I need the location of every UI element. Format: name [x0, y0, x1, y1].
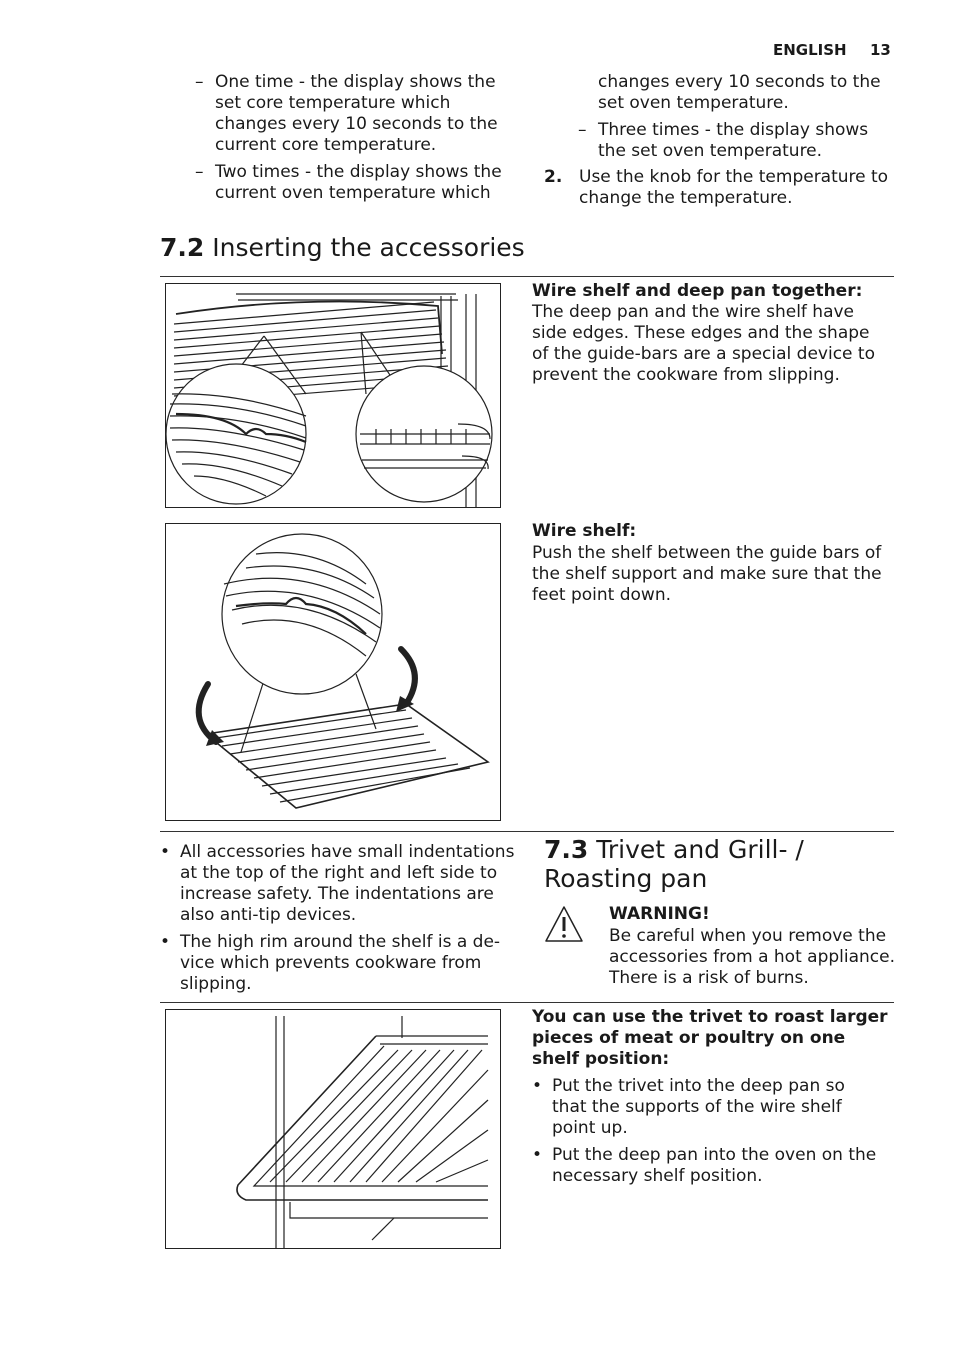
section-heading-7-3	[544, 835, 896, 893]
list-item-text: Put the trivet into the deep pan so that the supports of the wire shelf point up.	[552, 1076, 845, 1138]
divider	[160, 276, 894, 277]
section-number: 7.3	[544, 835, 589, 864]
warning-triangle-icon	[544, 905, 584, 943]
warning-heading: WARNING!	[609, 904, 710, 924]
step-text: Use the knob for the temperature to change the temperature.	[579, 167, 889, 208]
list-item-text: One time - the display shows the set core temperature which changes every 10 seconds to the current core temperature.	[215, 72, 498, 155]
section-number: 7.2	[160, 233, 205, 262]
bullet-marker: •	[160, 842, 171, 862]
header-language: ENGLISH	[773, 41, 847, 59]
figure-trivet-in-deep-pan	[165, 1009, 501, 1249]
page-number: 13	[870, 41, 891, 59]
list-item-text: The high rim around the shelf is a de-vice which prevents cookware from slipping.	[180, 932, 501, 994]
divider	[160, 831, 894, 832]
bullet-marker: •	[532, 1145, 543, 1165]
block1-text: The deep pan and the wire shelf have side edges. These edges and the shape of the guide-bars are a special device to prevent the cookware from slipping.	[532, 302, 875, 385]
section-title: Trivet and Grill- / Roasting pan	[544, 835, 804, 893]
warning-text: Be careful when you remove the accessories from a hot appliance. There is a risk of burns.	[609, 926, 895, 988]
list-item-text: Two times - the display shows the current oven temperature which	[215, 162, 502, 203]
block2-heading: Wire shelf:	[532, 521, 637, 541]
figure-wire-shelf-insertion	[165, 523, 501, 821]
list-item-continuation: changes every 10 seconds to the set oven temperature.	[598, 72, 881, 113]
section-title: Inserting the accessories	[212, 233, 525, 262]
dash-marker: –	[195, 162, 204, 182]
bullet-marker: •	[532, 1076, 543, 1096]
block2-text: Push the shelf between the guide bars of the shelf support and make sure that the feet point down.	[532, 543, 882, 605]
list-item-text: Three times - the display shows the set oven temperature.	[598, 120, 869, 161]
divider	[160, 1002, 894, 1003]
bullet-marker: •	[160, 932, 171, 952]
step-number: 2.	[544, 167, 563, 187]
dash-marker: –	[195, 72, 204, 92]
section-heading-7-2	[160, 233, 525, 262]
trivet-intro-heading: You can use the trivet to roast larger pieces of meat or poultry on one shelf position:	[532, 1007, 888, 1069]
block1-heading: Wire shelf and deep pan together:	[532, 281, 863, 301]
list-item-text: All accessories have small indentations at the top of the right and left side to increase safety. The indentations are also anti-tip devices.	[180, 842, 515, 925]
dash-marker: –	[578, 120, 587, 140]
figure-wire-shelf-and-deep-pan	[165, 283, 501, 508]
list-item-text: Put the deep pan into the oven on the necessary shelf position.	[552, 1145, 877, 1186]
